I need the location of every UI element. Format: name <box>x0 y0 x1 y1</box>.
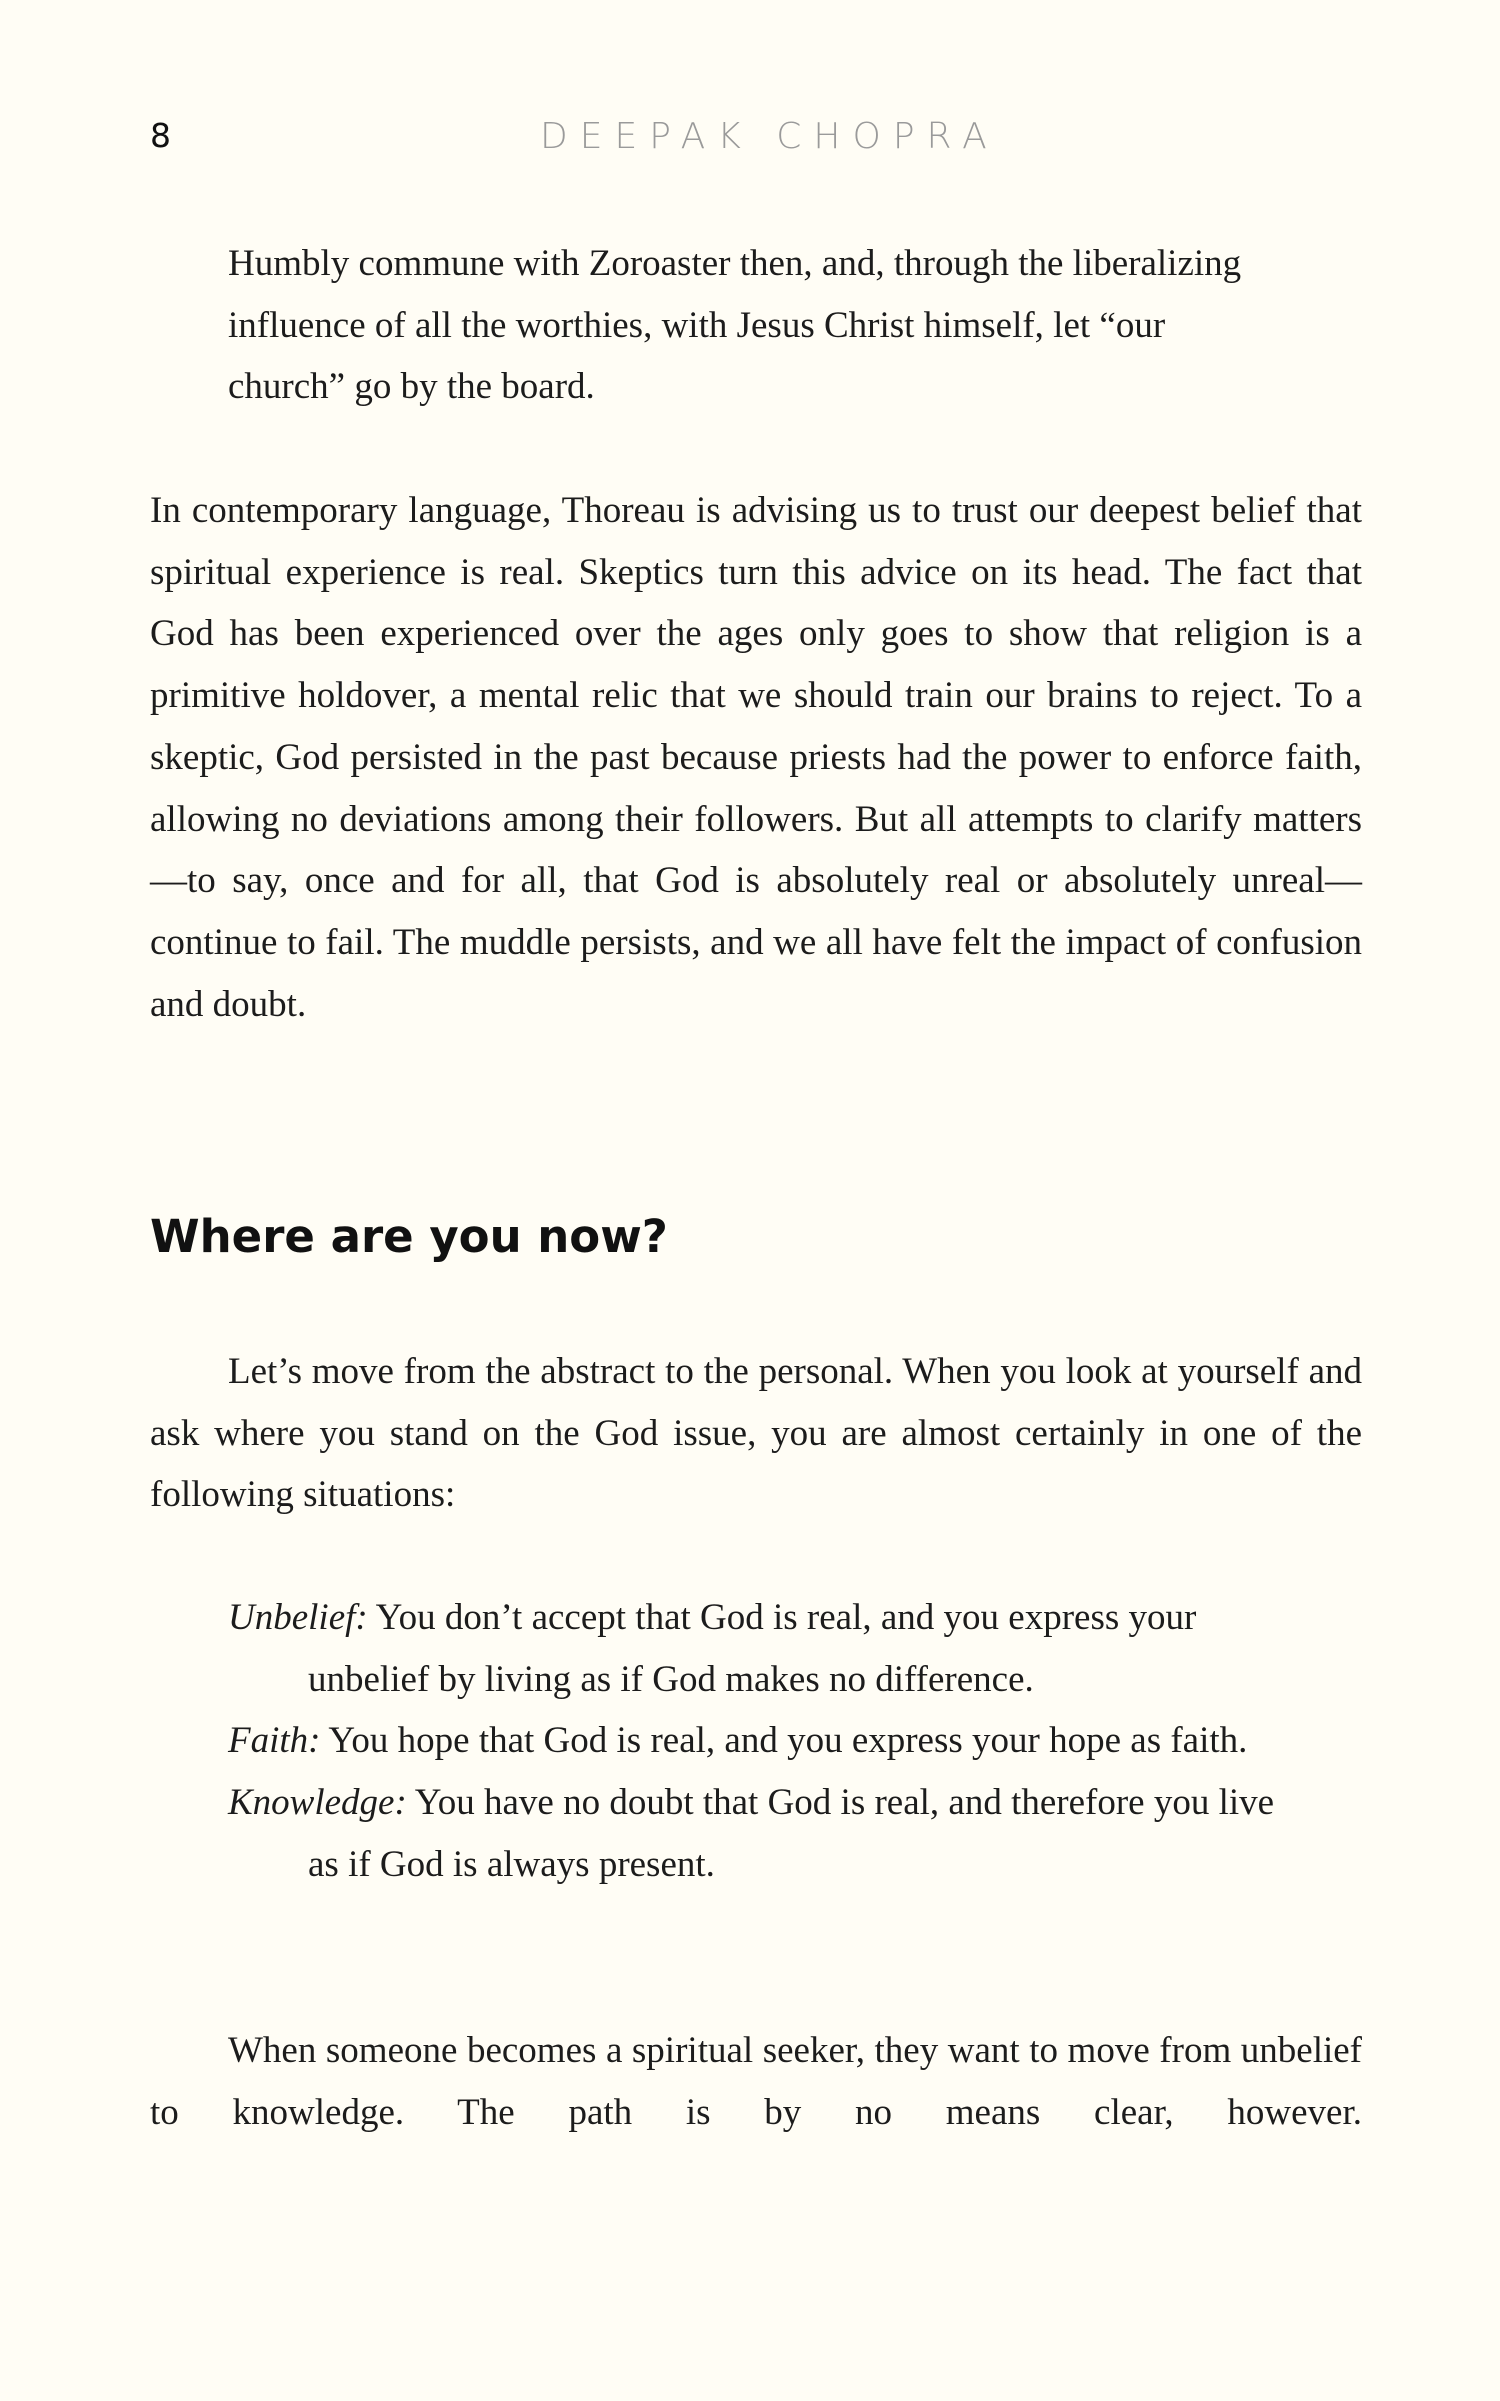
situation-text: You have no doubt that God is real, and therefore you live as if God is always present. <box>308 1782 1275 1885</box>
paragraph-personal: Let’s move from the abstract to the personal. When you look at yourself and ask where you stand on the God issue, you are almost certainly in one of the following situations: <box>150 1351 1362 1516</box>
situation-term: Knowledge: <box>228 1782 407 1824</box>
block-quote: Humbly commune with Zoroaster then, and, through the liberalizing influence of all the worthies, with Jesus Christ himself, let “our church” go by the board. <box>228 243 1242 408</box>
running-title: DEEPAK CHOPRA <box>540 116 999 157</box>
situation-unbelief <box>228 1587 1308 1710</box>
situation-knowledge <box>228 1772 1308 1895</box>
situation-text: You hope that God is real, and you express your hope as faith. <box>328 1720 1248 1762</box>
paragraph-thoreau: In contemporary language, Thoreau is advising us to trust our deepest belief that spiritual experience is real. Skeptics turn this advice on its head. The fact that God has been experienced over the ages only goes to show that religion is a primitive holdover, a mental relic that we should train our brains to reject. To a skeptic, God persisted in the past because priests had the power to enforce faith, allowing no deviations among their followers. But all attempts to clarify matters—to say, once and for all, that God is absolutely real or absolutely unreal—continue to fail. The muddle persists, and we all have felt the impact of confusion and doubt. <box>150 490 1362 1025</box>
paragraph-seeker: When someone becomes a spiritual seeker, they want to move from unbelief to knowledge. The path is by no means clear, however. <box>150 2030 1362 2133</box>
page-number: 8 <box>150 116 171 155</box>
situation-text: You don’t accept that God is real, and you express your unbelief by living as if God makes no difference. <box>308 1597 1197 1700</box>
situations-list <box>228 1587 1308 1896</box>
situation-term: Unbelief: <box>228 1597 368 1638</box>
situation-faith <box>228 1710 1308 1772</box>
section-heading: Where are you now? <box>150 1210 668 1263</box>
running-head <box>150 116 1362 166</box>
situation-term: Faith: <box>228 1720 321 1762</box>
